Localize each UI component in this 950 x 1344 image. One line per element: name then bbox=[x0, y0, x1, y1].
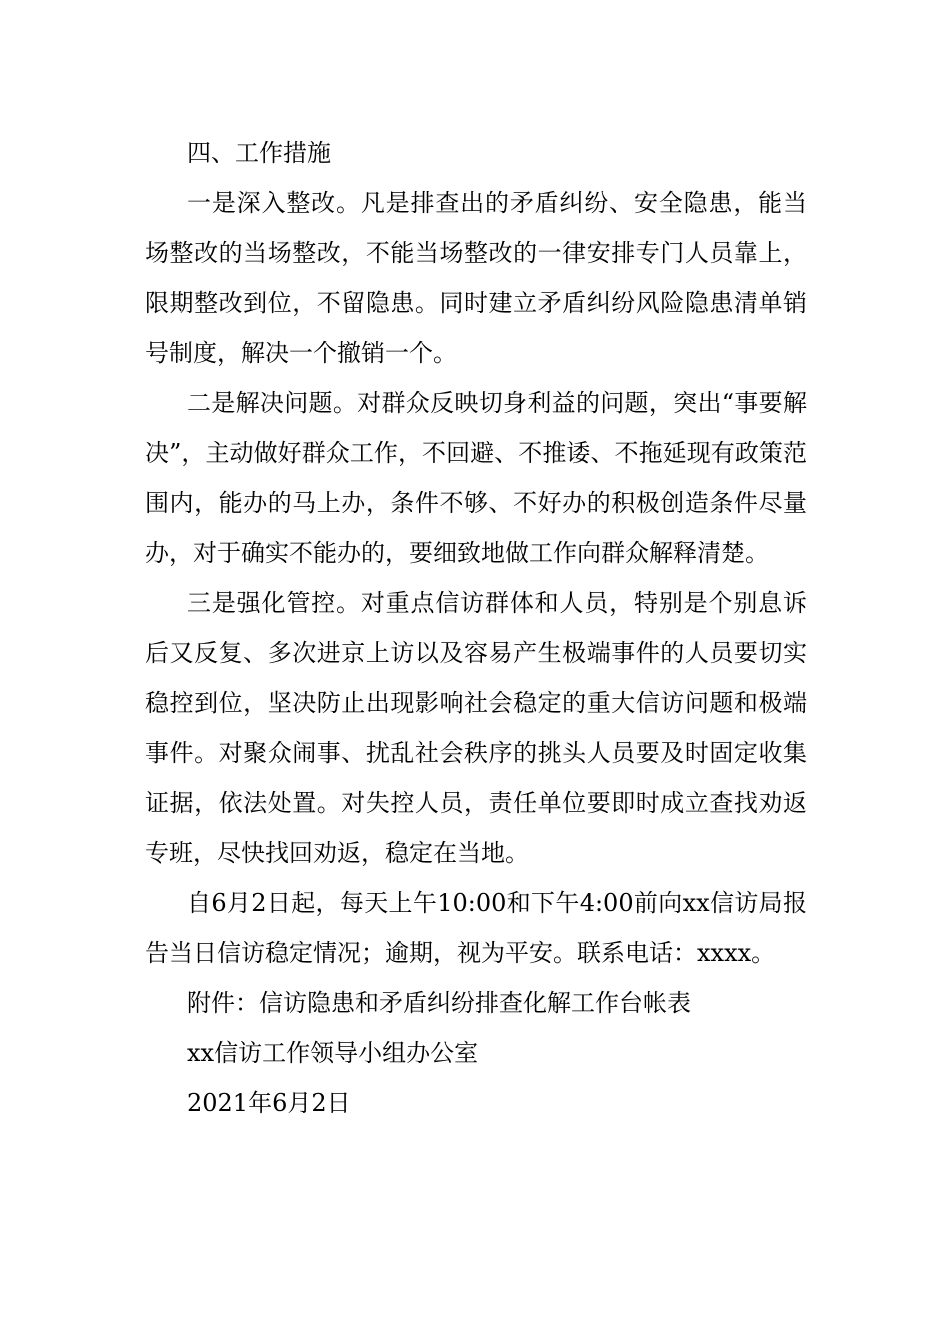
paragraph-reporting: 自6月2日起，每天上午10:00和下午4:00前向xx信访局报告当日信访稳定情况；逾期，视为平安。联系电话：xxxx。 bbox=[145, 889, 807, 967]
section-heading: 四、工作措施 bbox=[187, 139, 331, 167]
paragraph-control: 三是强化管控。对重点信访群体和人员，特别是个别息诉后又反复、多次进京上访以及容易产生极端事件的人员要切实稳控到位，坚决防止出现影响社会稳定的重大信访问题和极端事件。对聚众闹事、扰乱社会秩序的挑头人员要及时固定收集证据，依法处置。对失控人员，责任单位要即时成立查找劝返专班，尽快找回劝返，稳定在当地。 bbox=[145, 589, 807, 867]
date-line: 2021年6月2日 bbox=[187, 1089, 351, 1117]
paragraph-rectification: 一是深入整改。凡是排查出的矛盾纠纷、安全隐患，能当场整改的当场整改，不能当场整改的一律安排专门人员靠上，限期整改到位，不留隐患。同时建立矛盾纠纷风险隐患清单销号制度，解决一个撤销一个。 bbox=[145, 189, 807, 367]
issuer-line: xx信访工作领导小组办公室 bbox=[187, 1039, 479, 1067]
paragraph-problem-solving: 二是解决问题。对群众反映切身利益的问题，突出“事要解决”，主动做好群众工作，不回避、不推诿、不拖延现有政策范围内，能办的马上办，条件不够、不好办的积极创造条件尽量办，对于确实不能办的，要细致地做工作向群众解释清楚。 bbox=[145, 389, 807, 567]
attachment-line: 附件：信访隐患和矛盾纠纷排查化解工作台帐表 bbox=[187, 989, 691, 1017]
document-body bbox=[145, 128, 807, 1128]
